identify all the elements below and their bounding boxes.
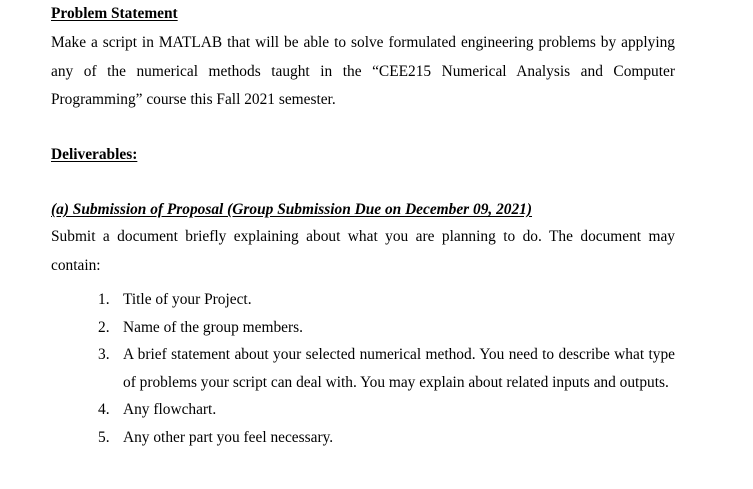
list-item-number: 5. — [98, 428, 110, 446]
list-item-number: 3. — [98, 346, 110, 364]
list-item — [98, 341, 675, 396]
list-item-text: Title of your Project. — [123, 291, 252, 308]
list-item-text: Any flowchart. — [123, 401, 217, 419]
proposal-items-list — [98, 286, 675, 452]
list-item-number: 2. — [98, 318, 110, 336]
problem-statement-body: Make a script in MATLAB that will be able to solve formulated engineering problems by applying any of the numerical methods taught in the “CEE215 Numerical Analysis and Computer Programming” course this Fall 2021 semester. — [51, 34, 675, 108]
list-item-number: 1. — [98, 291, 110, 308]
proposal-body: Submit a document briefly explaining about what you are planning to do. The document may contain: — [51, 228, 675, 274]
list-item — [98, 314, 675, 342]
list-item-text: Any other part you feel necessary. — [123, 428, 334, 446]
list-item — [98, 396, 675, 424]
proposal-heading: (a) Submission of Proposal (Group Submission Due on December 09, 2021) — [51, 201, 533, 218]
problem-statement-heading: Problem Statement — [51, 5, 178, 22]
list-item — [98, 286, 675, 314]
list-item — [98, 424, 675, 452]
list-item-text: Name of the group members. — [123, 318, 303, 336]
deliverables-heading: Deliverables: — [51, 146, 138, 163]
list-item-number: 4. — [98, 401, 110, 419]
list-item-text: A brief statement about your selected numerical method. You need to describe what type of problems your script can deal with. You may explain about related inputs and outputs. — [123, 346, 675, 391]
